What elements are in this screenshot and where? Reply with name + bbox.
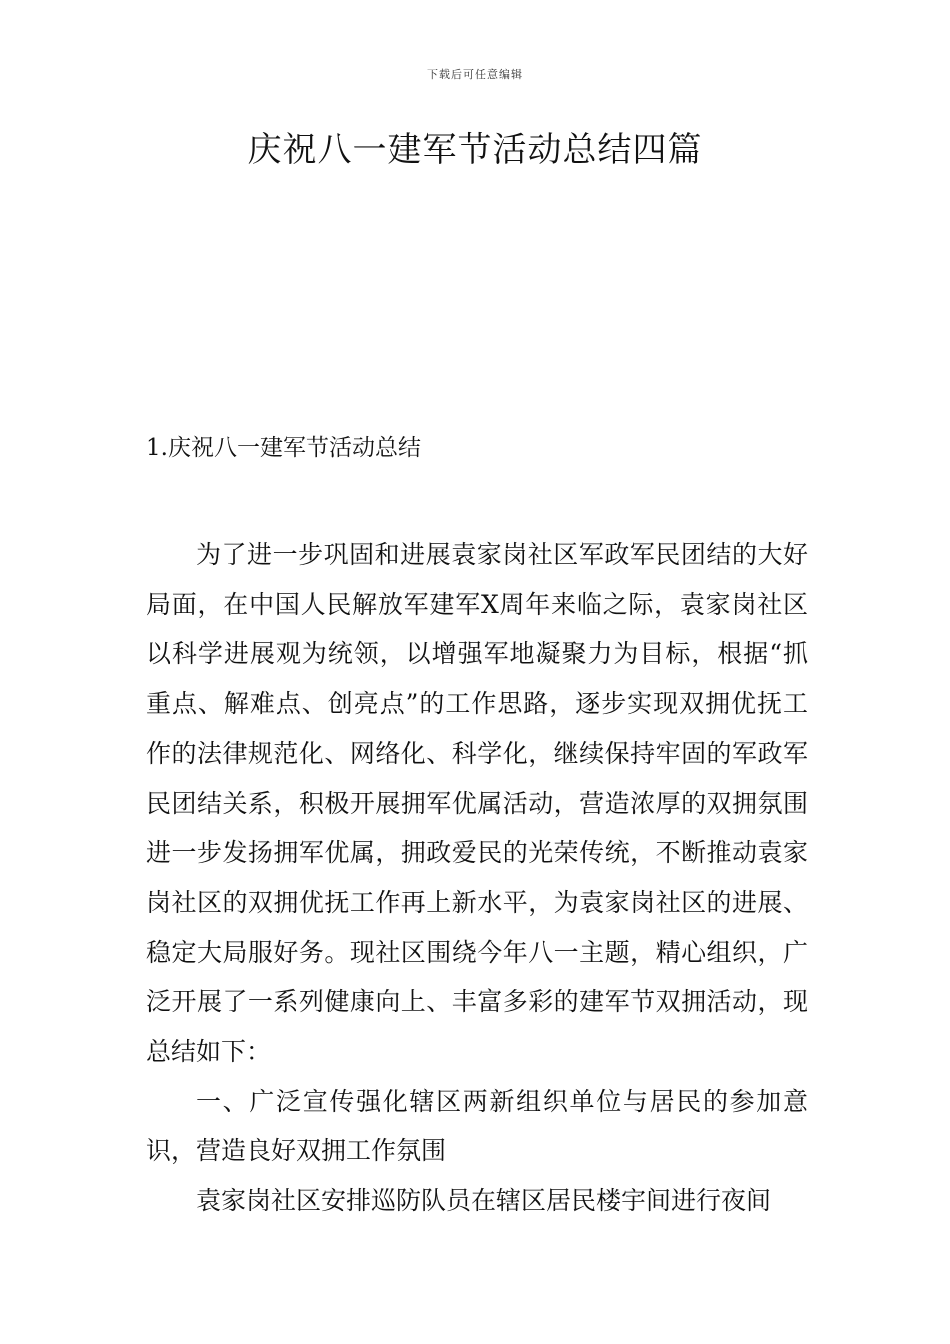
body-text (146, 530, 808, 1226)
paragraph-subheading: 一、广泛宣传强化辖区两新组织单位与居民的参加意识，营造良好双拥工作氛围 (146, 1086, 808, 1166)
paragraph-intro: 为了进一步巩固和进展袁家岗社区军政军民团结的大好局面，在中国人民解放军建军X周年来临之际，袁家岗社区以科学进展观为统领，以增强军地凝聚力为目标，根据“抓重点、解难点、创亮点”的工作思路，逐步实现双拥优抚工作的法律规范化、网络化、科学化，继续保持牢固的军政军民团结关系，积极开展拥军优属活动，营造浓厚的双拥氛围进一步发扬拥军优属，拥政爱民的光荣传统，不断推动袁家岗社区的双拥优抚工作再上新水平，为袁家岗社区的进展、稳定大局服好务。现社区围绕今年八一主题，精心组织，广泛开展了一系列健康向上、丰富多彩的建军节双拥活动，现总结如下： (146, 540, 808, 1067)
header-note: 下载后可任意编辑 (427, 68, 523, 81)
paragraph-body: 袁家岗社区安排巡防队员在辖区居民楼宇间进行夜间 (196, 1186, 772, 1216)
document-title: 庆祝八一建军节活动总结四篇 (247, 130, 703, 170)
section-heading: 1.庆祝八一建军节活动总结 (146, 435, 421, 461)
